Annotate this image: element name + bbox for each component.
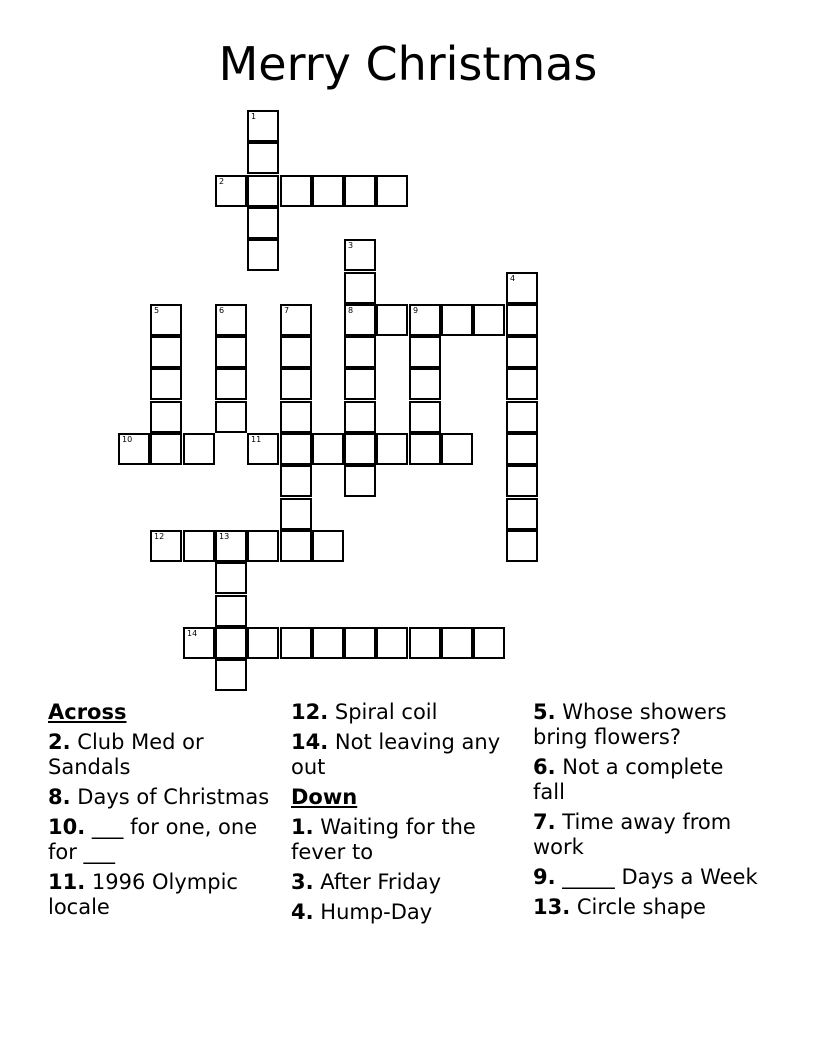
grid-cell[interactable] — [247, 175, 279, 207]
grid-cell[interactable] — [506, 433, 538, 465]
grid-cell[interactable] — [409, 368, 441, 400]
grid-cell[interactable] — [215, 562, 247, 594]
grid-cell[interactable] — [312, 530, 344, 562]
grid-cell[interactable] — [247, 207, 279, 239]
across-clue: 11. 1996 Olympic locale — [48, 870, 238, 919]
grid-cell[interactable] — [473, 627, 505, 659]
grid-cell[interactable] — [280, 175, 312, 207]
grid-cell[interactable] — [344, 175, 376, 207]
clue-number: 14 — [187, 629, 198, 638]
grid-cell[interactable] — [376, 433, 408, 465]
grid-cell[interactable] — [506, 368, 538, 400]
grid-cell[interactable] — [150, 368, 182, 400]
grid-cell[interactable] — [150, 433, 182, 465]
grid-cell[interactable] — [376, 175, 408, 207]
clue-number: 9 — [413, 306, 419, 315]
grid-cell[interactable] — [280, 433, 312, 465]
grid-cell[interactable] — [344, 304, 376, 336]
grid-cell[interactable] — [506, 530, 538, 562]
clue-number: 1 — [251, 112, 257, 121]
grid-cell[interactable] — [344, 401, 376, 433]
down-clue: 9. _____ Days a Week — [533, 865, 758, 889]
grid-cell[interactable] — [344, 336, 376, 368]
across-clue: 8. Days of Christmas — [48, 785, 270, 809]
grid-cell[interactable] — [344, 627, 376, 659]
down-clue: 1. Waiting for the fever to — [291, 815, 476, 864]
grid-cell[interactable] — [247, 627, 279, 659]
grid-cell[interactable] — [506, 401, 538, 433]
clue-number: 13 — [219, 532, 230, 541]
grid-cell[interactable] — [409, 401, 441, 433]
clue-number: 3 — [348, 241, 354, 250]
clue-number: 10 — [122, 435, 133, 444]
grid-cell[interactable] — [280, 401, 312, 433]
grid-cell[interactable] — [506, 465, 538, 497]
grid-cell[interactable] — [150, 530, 182, 562]
grid-cell[interactable] — [312, 627, 344, 659]
clue-number: 2 — [219, 177, 225, 186]
grid-cell[interactable] — [376, 627, 408, 659]
grid-cell[interactable] — [506, 498, 538, 530]
grid-cell[interactable] — [183, 530, 215, 562]
clue-number: 12 — [154, 532, 165, 541]
grid-cell[interactable] — [280, 465, 312, 497]
page-title: Merry Christmas — [218, 37, 598, 91]
grid-cell[interactable] — [215, 304, 247, 336]
grid-cell[interactable] — [409, 336, 441, 368]
clue-number: 6 — [219, 306, 225, 315]
across-clue: 10. ___ for one, one for ___ — [48, 815, 258, 864]
grid-cell[interactable] — [215, 368, 247, 400]
grid-cell[interactable] — [215, 336, 247, 368]
grid-cell[interactable] — [215, 627, 247, 659]
grid-cell[interactable] — [506, 272, 538, 304]
clue-column-2 — [291, 700, 506, 930]
across-clue: 2. Club Med or Sandals — [48, 730, 204, 779]
grid-cell[interactable] — [215, 401, 247, 433]
grid-cell[interactable] — [215, 595, 247, 627]
grid-cell[interactable] — [118, 433, 150, 465]
grid-cell[interactable] — [247, 530, 279, 562]
grid-cell[interactable] — [312, 175, 344, 207]
grid-cell[interactable] — [215, 175, 247, 207]
grid-cell[interactable] — [506, 304, 538, 336]
grid-cell[interactable] — [150, 304, 182, 336]
grid-cell[interactable] — [344, 239, 376, 271]
across-clue: 12. Spiral coil — [291, 700, 438, 724]
grid-cell[interactable] — [247, 110, 279, 142]
grid-cell[interactable] — [506, 336, 538, 368]
clue-number: 11 — [251, 435, 262, 444]
across-clue: 14. Not leaving any out — [291, 730, 501, 779]
grid-cell[interactable] — [344, 272, 376, 304]
down-clue: 13. Circle shape — [533, 895, 706, 919]
grid-cell[interactable] — [280, 336, 312, 368]
clue-column-1 — [48, 700, 288, 925]
down-heading: Down — [291, 785, 358, 809]
grid-cell[interactable] — [409, 433, 441, 465]
grid-cell[interactable] — [344, 433, 376, 465]
clue-number: 8 — [348, 306, 354, 315]
grid-cell[interactable] — [312, 433, 344, 465]
grid-cell[interactable] — [409, 304, 441, 336]
grid-cell[interactable] — [215, 659, 247, 691]
grid-cell[interactable] — [247, 239, 279, 271]
grid-cell[interactable] — [280, 530, 312, 562]
grid-cell[interactable] — [344, 368, 376, 400]
grid-cell[interactable] — [280, 627, 312, 659]
grid-cell[interactable] — [150, 401, 182, 433]
grid-cell[interactable] — [473, 304, 505, 336]
grid-cell[interactable] — [409, 627, 441, 659]
grid-cell[interactable] — [376, 304, 408, 336]
grid-cell[interactable] — [280, 304, 312, 336]
grid-cell[interactable] — [215, 530, 247, 562]
grid-cell[interactable] — [183, 433, 215, 465]
grid-cell[interactable] — [247, 142, 279, 174]
clue-number: 5 — [154, 306, 160, 315]
clue-column-3 — [533, 700, 758, 925]
clue-number: 7 — [284, 306, 290, 315]
grid-cell[interactable] — [280, 498, 312, 530]
grid-cell[interactable] — [441, 433, 473, 465]
grid-cell[interactable] — [247, 433, 279, 465]
grid-cell[interactable] — [344, 465, 376, 497]
clue-number: 4 — [510, 274, 516, 283]
down-clue: 5. Whose showers bring flowers? — [533, 700, 727, 749]
down-clue: 4. Hump-Day — [291, 900, 433, 924]
grid-cell[interactable] — [280, 368, 312, 400]
grid-cell[interactable] — [441, 627, 473, 659]
grid-cell[interactable] — [183, 627, 215, 659]
down-clue: 7. Time away from work — [533, 810, 732, 859]
grid-cell[interactable] — [441, 304, 473, 336]
grid-cell[interactable] — [150, 336, 182, 368]
across-heading: Across — [48, 700, 127, 724]
down-clue: 3. After Friday — [291, 870, 442, 894]
down-clue: 6. Not a complete fall — [533, 755, 724, 804]
